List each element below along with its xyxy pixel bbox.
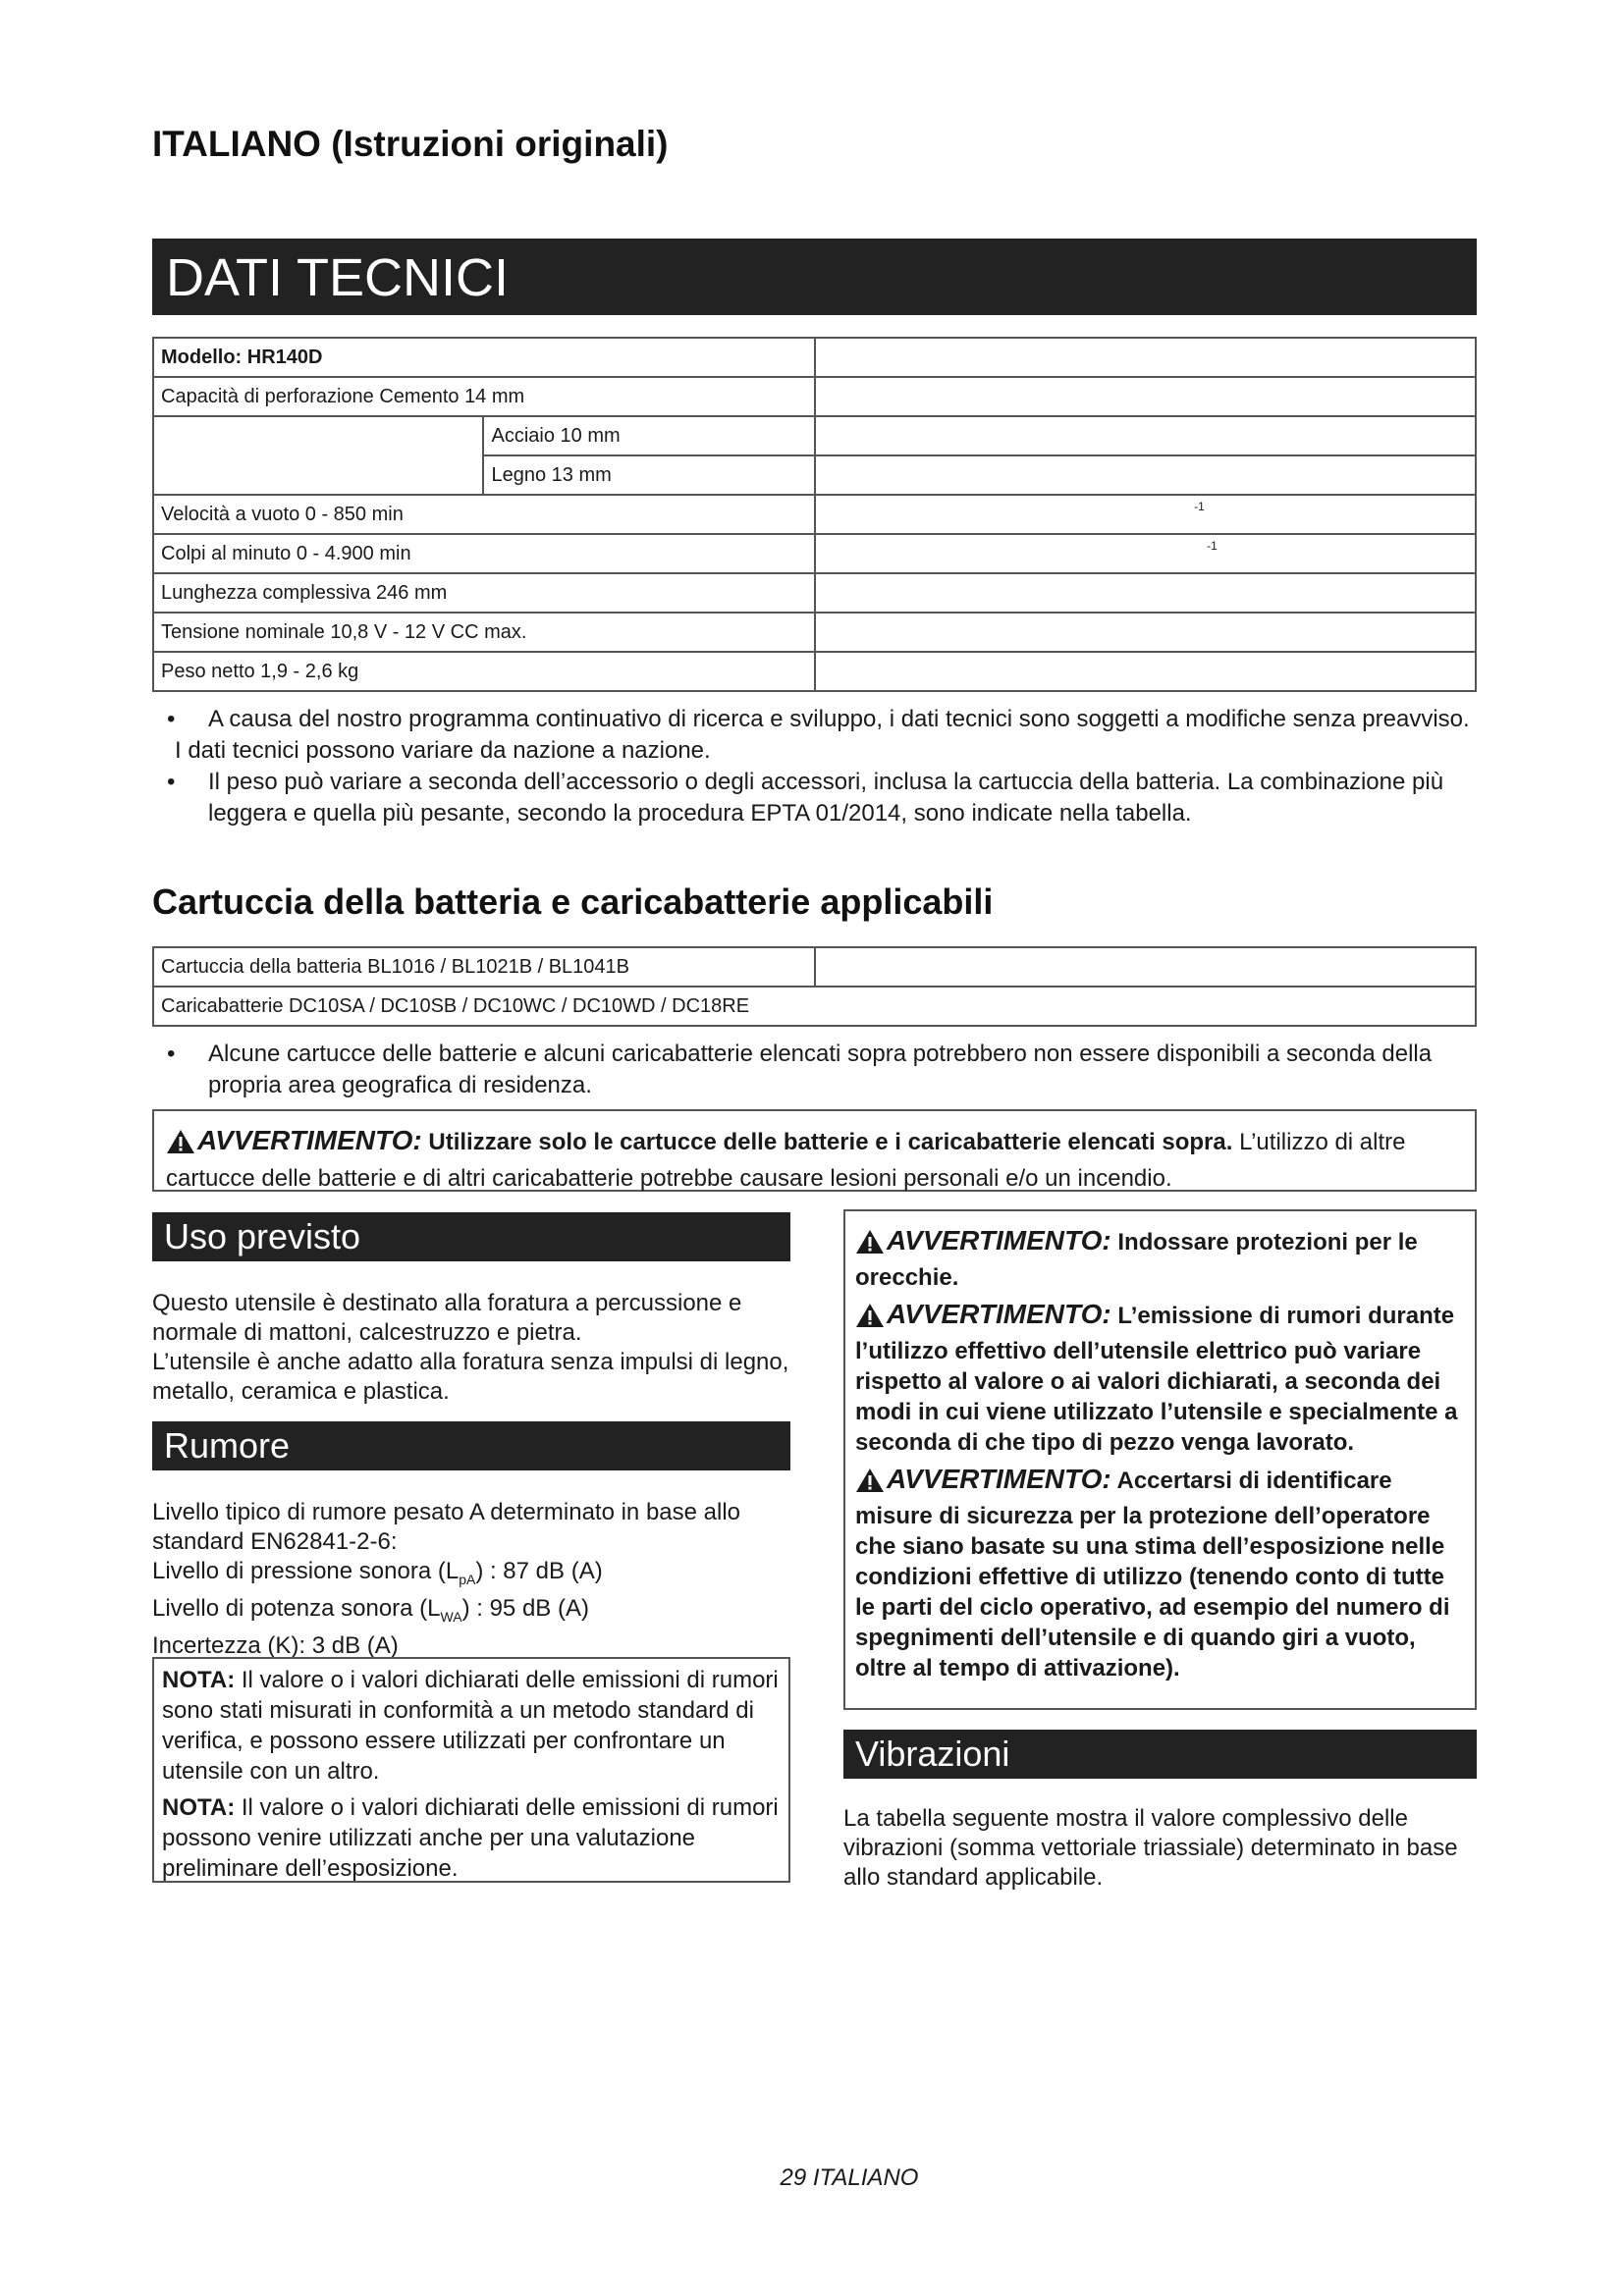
superscript-note: -1 [1207, 539, 1218, 553]
warning-item [855, 1464, 1465, 1683]
list-item [167, 735, 1473, 767]
warning-item [855, 1299, 1465, 1458]
sound-pressure-label: Livello di pressione sonora (L [152, 1558, 460, 1584]
list-item-text: I dati tecnici possono variare da nazione a nazione. [175, 737, 711, 764]
page-footer: 29 ITALIANO [780, 2164, 919, 2191]
rumore-text [152, 1498, 790, 1661]
warning-text: Indossare protezioni per le orecchie. [855, 1229, 1418, 1291]
bullet-icon: • [167, 706, 176, 732]
warning-triangle-icon [855, 1303, 885, 1336]
spec-table [152, 337, 1477, 692]
section-bar-vibrazioni: Vibrazioni [843, 1730, 1477, 1779]
bullet-icon: • [167, 1041, 176, 1067]
uncertainty: Incertezza (K): 3 dB (A) [152, 1631, 399, 1659]
spec-length: Lunghezza complessiva 246 mm [153, 573, 815, 613]
battery-cartridge: Cartuccia della batteria BL1016 / BL1021B / BL1041B [153, 947, 815, 987]
list-item [167, 704, 1473, 735]
spec-empty-cell [815, 495, 1476, 534]
sound-power-sub: WA [440, 1608, 462, 1625]
spec-model: Modello: HR140D [153, 338, 815, 377]
spec-steel: Acciaio 10 mm [483, 416, 815, 455]
sound-pressure-value: ) : 87 dB (A) [475, 1558, 603, 1584]
warning-text: L’utilizzo di altre cartucce delle batterie e di altri caricabatterie potrebbe causare lesioni personali e/o un incendio. [166, 1129, 1406, 1192]
spec-voltage: Tensione nominale 10,8 V - 12 V CC max. [153, 613, 815, 652]
spec-wood: Legno 13 mm [483, 455, 815, 495]
notes-box [152, 1657, 790, 1883]
spec-empty-cell [815, 377, 1476, 416]
battery-section-title: Cartuccia della batteria e caricabatterie applicabili [152, 881, 994, 922]
warning-bold-text: Utilizzare solo le cartucce delle batterie e i caricabatterie elencati sopra. [428, 1129, 1233, 1155]
spec-empty-cell [815, 338, 1476, 377]
spec-notes-list [167, 704, 1473, 829]
warning-box-right [843, 1209, 1477, 1710]
warning-item [855, 1225, 1465, 1293]
note-text: Il valore o i valori dichiarati delle emissioni di rumori sono stati misurati in conformità a un metodo standard di verifica, e possono essere utilizzati per confrontare un utensile con un altro. [162, 1667, 779, 1785]
spec-empty-cell [815, 573, 1476, 613]
spec-no-load-speed: Velocità a vuoto 0 - 850 min [153, 495, 815, 534]
spec-empty-cell [153, 455, 483, 495]
spec-empty-cell [815, 613, 1476, 652]
battery-table [152, 946, 1477, 1027]
spec-empty-cell [815, 652, 1476, 691]
note-label: NOTA: [162, 1667, 236, 1693]
battery-note [167, 1039, 1434, 1101]
warning-lead: AVVERTIMENTO: [197, 1125, 422, 1155]
rumore-intro: Livello tipico di rumore pesato A determinato in base allo standard EN62841-2-6: [152, 1499, 741, 1555]
list-item-text: A causa del nostro programma continuativo di ricerca e sviluppo, i dati tecnici sono soggetti a modifiche senza preavviso. [208, 706, 1470, 732]
warning-lead: AVVERTIMENTO: [887, 1225, 1111, 1255]
list-item [167, 767, 1473, 829]
spec-empty-cell [815, 534, 1476, 573]
section-bar-uso-previsto: Uso previsto [152, 1212, 790, 1261]
spec-blows: Colpi al minuto 0 - 4.900 min [153, 534, 815, 573]
note-label: NOTA: [162, 1794, 236, 1821]
warning-lead: AVVERTIMENTO: [887, 1299, 1111, 1329]
list-item [167, 1039, 1434, 1101]
sound-pressure-sub: pA [459, 1571, 476, 1587]
note-item [162, 1665, 781, 1787]
warning-box-main [152, 1109, 1477, 1192]
spec-empty-cell [153, 416, 483, 455]
spec-capacity: Capacità di perforazione Cemento 14 mm [153, 377, 815, 416]
sound-power-label: Livello di potenza sonora (L [152, 1594, 441, 1622]
warning-text: Accertarsi di identificare misure di sicurezza per la protezione dell’operatore che siano basate su una stima dell’esposizione nelle condizioni effettive di utilizzo (tenendo conto di tutte le parti del ciclo operativo, ad esempio del numero di spegnimenti dell’utensile e di quando giri a vuoto, oltre al tempo di attivazione). [855, 1468, 1450, 1682]
vibrazioni-text: La tabella seguente mostra il valore complessivo delle vibrazioni (somma vettoriale triassiale) determinato in base allo standard applicabile. [843, 1805, 1458, 1891]
uso-previsto-text: Questo utensile è destinato alla foratura a percussione e normale di mattoni, calcestruzzo e pietra. L’utensile è anche adatto alla foratura senza impulsi di legno, metallo, ceramica e plastica. [152, 1290, 789, 1405]
note-text: Il valore o i valori dichiarati delle emissioni di rumori possono venire utilizzati anche per una valutazione preliminare dell’esposizione. [162, 1794, 779, 1882]
warning-triangle-icon [855, 1229, 885, 1262]
warning-text: L’emissione di rumori durante l’utilizzo effettivo dell’utensile elettrico può variare rispetto al valore o ai valori dichiarati, a seconda dei modi in cui viene utilizzato l’utensile e specialmente a seconda di che tipo di pezzo venga lavorato. [855, 1303, 1458, 1456]
section-bar-dati-tecnici: DATI TECNICI [152, 239, 1477, 315]
battery-charger: Caricabatterie DC10SA / DC10SB / DC10WC / DC10WD / DC18RE [153, 987, 1476, 1026]
superscript-note: -1 [1194, 500, 1205, 513]
language-title: ITALIANO (Istruzioni originali) [152, 124, 669, 164]
sound-pressure [152, 1557, 790, 1594]
spec-empty-cell [815, 455, 1476, 495]
spec-weight: Peso netto 1,9 - 2,6 kg [153, 652, 815, 691]
bullet-icon: • [167, 769, 176, 795]
sound-power-value: ) : 95 dB (A) [461, 1594, 589, 1622]
list-item-text: Alcune cartucce delle batterie e alcuni caricabatterie elencati sopra potrebbero non essere disponibili a seconda della propria area geografica di residenza. [208, 1041, 1433, 1098]
warning-triangle-icon [166, 1129, 195, 1163]
spec-empty-cell [815, 416, 1476, 455]
battery-empty-cell [815, 947, 1476, 987]
warning-triangle-icon [855, 1468, 885, 1501]
list-item-text: Il peso può variare a seconda dell’accessorio o degli accessori, inclusa la cartuccia della batteria. La combinazione più leggera e quella più pesante, secondo la procedura EPTA 01/2014, sono indicate nella tabella. [208, 769, 1444, 827]
note-item [162, 1792, 781, 1884]
warning-lead: AVVERTIMENTO: [887, 1464, 1111, 1494]
section-bar-rumore: Rumore [152, 1421, 790, 1470]
sound-power [152, 1594, 790, 1631]
